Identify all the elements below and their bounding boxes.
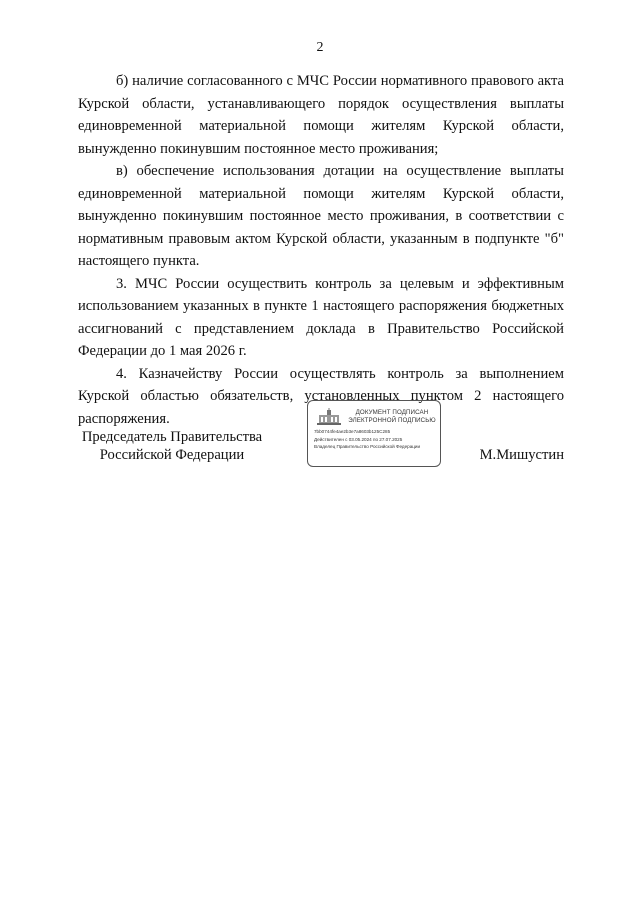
page-number: 2 — [316, 40, 324, 55]
stamp-validity: Действителен с 03.05.2024 по 27.07.2025 — [314, 437, 403, 442]
electronic-signature-stamp — [307, 400, 441, 467]
official-title-line1: Председатель Правительства — [81, 429, 263, 445]
official-title — [78, 428, 266, 464]
stamp-title — [346, 409, 438, 425]
signature-block — [78, 400, 564, 470]
paragraph-item-4: 4. Казначейству России осуществлять контроль за выполнением Курской областью обязательств, установленных пунктом 2 настоящего распоряжения. — [78, 365, 564, 427]
official-title-line2: Российской Федерации — [99, 447, 245, 463]
paragraph-subitem-b: б) наличие согласованного с МЧС России нормативного правового акта Курской области, устанавливающего порядок осуществления выплаты единовременной материальной помощи жителям Курской области, вынужденно покинувшим постоянное место проживания; — [78, 73, 564, 157]
document-body — [78, 70, 564, 430]
stamp-serial: 7bb0744fe4ae2b3e7a8603b125C285 — [314, 429, 391, 434]
stamp-owner: Владелец Правительство Российской Федерации — [314, 444, 421, 449]
paragraph-item-3: 3. МЧС России осуществить контроль за целевым и эффективным использованием указанных в пункте 1 настоящего распоряжения бюджетных ассигнований с представлением доклада в Правительство Российской Федерации до 1 мая 2026 г. — [78, 275, 564, 359]
stamp-title-line1: ДОКУМЕНТ ПОДПИСАН — [355, 409, 429, 416]
government-building-icon — [316, 408, 342, 426]
stamp-title-line2: ЭЛЕКТРОННОЙ ПОДПИСЬЮ — [348, 417, 436, 424]
official-name: М.Мишустин — [479, 447, 564, 463]
paragraph-subitem-v: в) обеспечение использования дотации на осуществление выплаты единовременной материальной помощи жителям Курской области, вынужденно покинувшим постоянное место проживания, в соответствии с нормативным правовым актом Курской области, указанным в подпункте "б" настоящего пункта. — [78, 163, 564, 269]
